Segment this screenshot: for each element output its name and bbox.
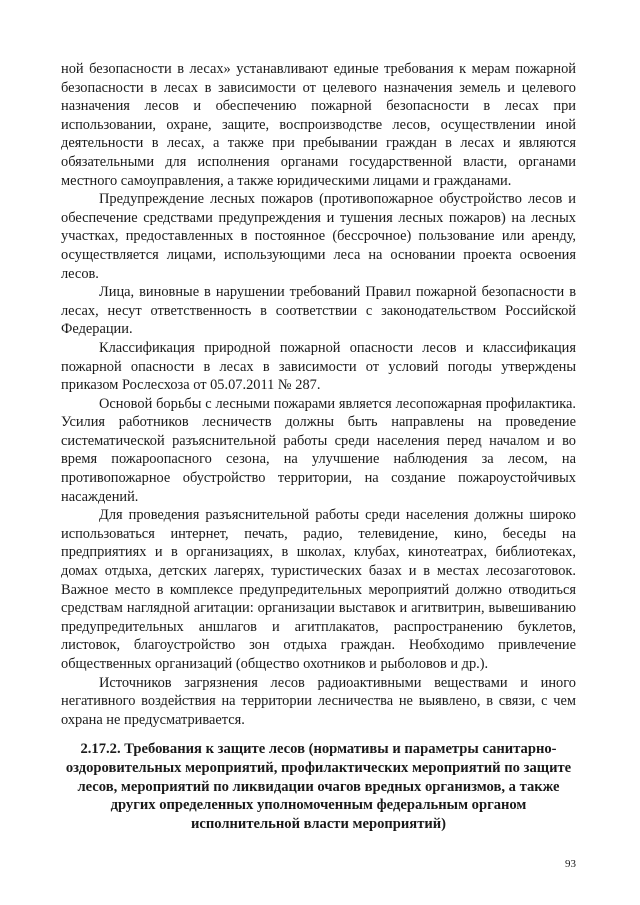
paragraph-prophylaxis: Основой борьбы с лесными пожарами является лесопожарная профилактика. Усилия работников лесничеств должны быть направлены на проведение систематической разъяснительной работы среди населения перед началом и во время пожароопасного сезона, на улучшение наблюдения за лесом, на противопожарное обустройство территории, на создание пожароустойчивых насаждений. bbox=[61, 395, 576, 505]
document-page bbox=[61, 60, 576, 880]
paragraph-fire-prevention: Предупреждение лесных пожаров (противопожарное обустройство лесов и обеспечение средствами предупреждения и тушения лесных пожаров) на лесных участках, предоставленных в постоянное (бессрочное) пользование или аренду, осуществляется лицами, использующими леса на основании проекта освоения лесов. bbox=[61, 191, 576, 282]
paragraph-liability: Лица, виновные в нарушении требований Правил пожарной безопасности в лесах, несут ответственность в соответствии с законодательством Российской Федерации. bbox=[61, 284, 576, 338]
section-heading-forest-protection: 2.17.2. Требования к защите лесов (нормативы и параметры санитарно-оздоровительных мероприятий, профилактических мероприятий по защите лесов, мероприятий по ликвидации очагов вредных организмов, а также других определенных уполномоченным федеральным органом исполнительной власти мероприятий) bbox=[65, 741, 572, 833]
page-number: 93 bbox=[565, 858, 576, 870]
paragraph-outreach: Для проведения разъяснительной работы среди населения должны широко использоваться интернет, печать, радио, телевидение, кино, беседы на предприятиях и в организациях, в школах, клубах, кинотеатрах, библиотеках, домах отдыха, детских лагерях, туристических базах и в местах лесозаготовок. Важное место в комплексе предупредительных мероприятий должно отводиться средствам наглядной агитации: организации выставок и агитвитрин, вывешиванию предупредительных аншлагов и агитплакатов, распространению буклетов, листовок, благоустройство зон отдыха граждан. Необходимо привлечение общественных организаций (общество охотников и рыболовов и др.). bbox=[61, 507, 576, 672]
paragraph-fire-safety-rules: ной безопасности в лесах» устанавливают единые требования к мерам пожарной безопасности в лесах в зависимости от целевого назначения земель и целевого назначения лесов и обеспечению пожарной безопасности в лесах при использовании, охране, защите, воспроизводстве лесов, осуществлении иной деятельности в лесах, а также при пребывании граждан в лесах и являются обязательными для исполнения органами государственной власти, органами местного самоуправления, а также юридическими лицами и гражданами. bbox=[61, 61, 576, 189]
paragraph-radioactive-contamination: Источников загрязнения лесов радиоактивными веществами и иного негативного воздействия на территории лесничества не выявлено, в связи, с чем охрана не предусматривается. bbox=[61, 674, 576, 728]
paragraph-classification: Классификация природной пожарной опасности лесов и классификация пожарной опасности в лесах в зависимости от условий погоды утверждены приказом Рослесхоза от 05.07.2011 № 287. bbox=[61, 339, 576, 394]
